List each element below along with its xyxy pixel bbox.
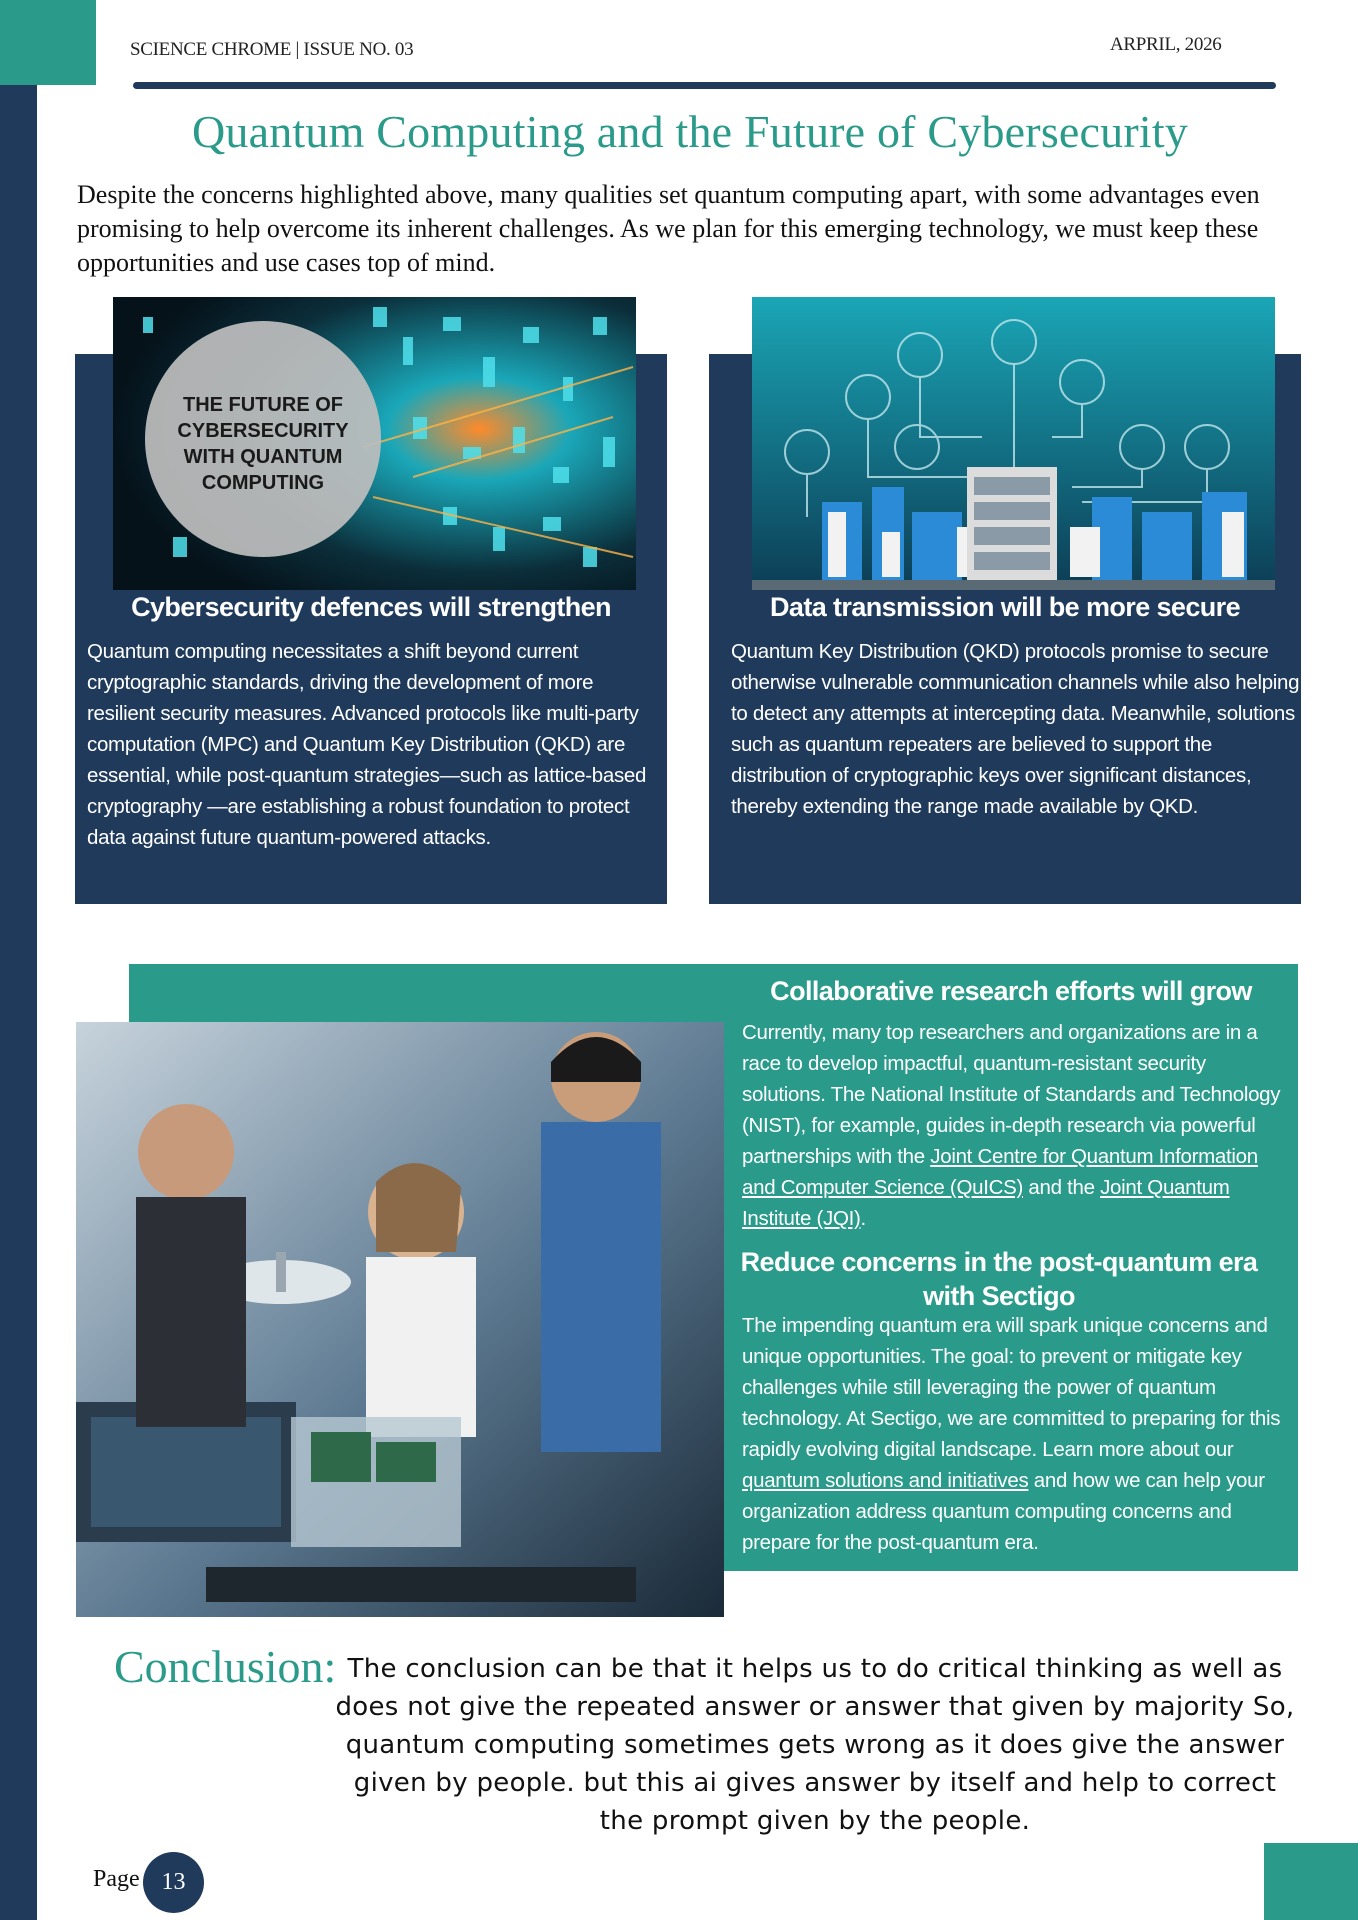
image-overlay-caption: THE FUTURE OF CYBERSECURITY WITH QUANTUM COMPUTING	[177, 394, 349, 494]
smart-city-illustration	[752, 297, 1275, 590]
page-title: Quantum Computing and the Future of Cybersecurity	[191, 106, 1189, 157]
collab-text: and the	[1023, 1176, 1101, 1199]
page-number-badge: 13	[143, 1852, 204, 1913]
card-body: Quantum computing necessitates a shift beyond current cryptographic standards, driving the development of more resilient security measures. Advanced protocols like multi-party computation (MPC) and Quantum Key Distribution (QKD) are essential, while post-quantum strategies—such as lattice-based cryptography —are establishing a robust foundation to protect data against future quantum-powered attacks.	[87, 640, 647, 849]
card-title: Cybersecurity defences will strengthen	[131, 592, 611, 622]
page-label: Page	[93, 1866, 140, 1892]
sectigo-text: and how we can help your organization address quantum computing concerns and prepare for the post-quantum era.	[742, 1469, 1265, 1554]
header-rule	[133, 82, 1276, 89]
top-left-accent-block	[0, 0, 96, 85]
sectigo-body	[742, 1310, 1292, 1570]
collab-text: .	[860, 1207, 866, 1230]
card-body: Quantum Key Distribution (QKD) protocols promise to secure otherwise vulnerable communication channels while also helping to detect any attempts at intercepting data. Meanwhile, solutions such as quantum repeaters are believed to support the distribution of cryptographic keys over significant distances, thereby extending the range made available by QKD.	[731, 640, 1300, 818]
sectigo-text: The impending quantum era will spark unique concerns and unique opportunities. The goal: to prevent or mitigate key challenges while still leveraging the power of quantum technology. At Sectigo, we are committed to preparing for this rapidly evolving digital landscape. Learn more about our	[742, 1314, 1281, 1461]
collab-text: Currently, many top researchers and organizations are in a race to develop impactful, quantum-resistant security solutions. The National Institute of Standards and Technology (NIST), for example, guides in-depth research via powerful partnerships with the	[742, 1021, 1281, 1168]
conclusion-text: The conclusion can be that it helps us to do critical thinking as well as does not give the repeated answer or answer that given by majority So, quantum computing sometimes gets wrong as it does give the answer given by people. but this ai gives answer by itself and help to correct the prompt given by the people.	[335, 1654, 1295, 1836]
issue-date: ARPRIL, 2026	[1110, 34, 1222, 55]
sectigo-title: Reduce concerns in the post-quantum era with Sectigo	[740, 1247, 1258, 1311]
link-quics[interactable]: Joint Centre for Quantum Information and Computer Science (QuICS)	[742, 1145, 1258, 1199]
publication-label: SCIENCE CHROME | ISSUE NO. 03	[130, 39, 414, 60]
intro-paragraph: Despite the concerns highlighted above, many qualities set quantum computing apart, with some advantages even promising to help overcome its inherent challenges. As we plan for this emerging technology, we must keep these opportunities and use cases top of mind.	[77, 180, 1260, 277]
bottom-right-accent-block	[1264, 1843, 1358, 1920]
card-title: Data transmission will be more secure	[770, 592, 1240, 622]
left-accent-bar	[0, 0, 37, 1920]
link-jqi[interactable]: Joint Quantum Institute (JQI)	[742, 1176, 1230, 1230]
cybersecurity-image	[113, 297, 636, 590]
link-quantum-solutions[interactable]: quantum solutions and initiatives	[742, 1469, 1029, 1492]
collab-title: Collaborative research efforts will grow	[770, 976, 1252, 1006]
collab-body	[742, 1017, 1292, 1234]
lab-photo	[76, 1022, 724, 1617]
conclusion-label: Conclusion:	[114, 1641, 337, 1692]
